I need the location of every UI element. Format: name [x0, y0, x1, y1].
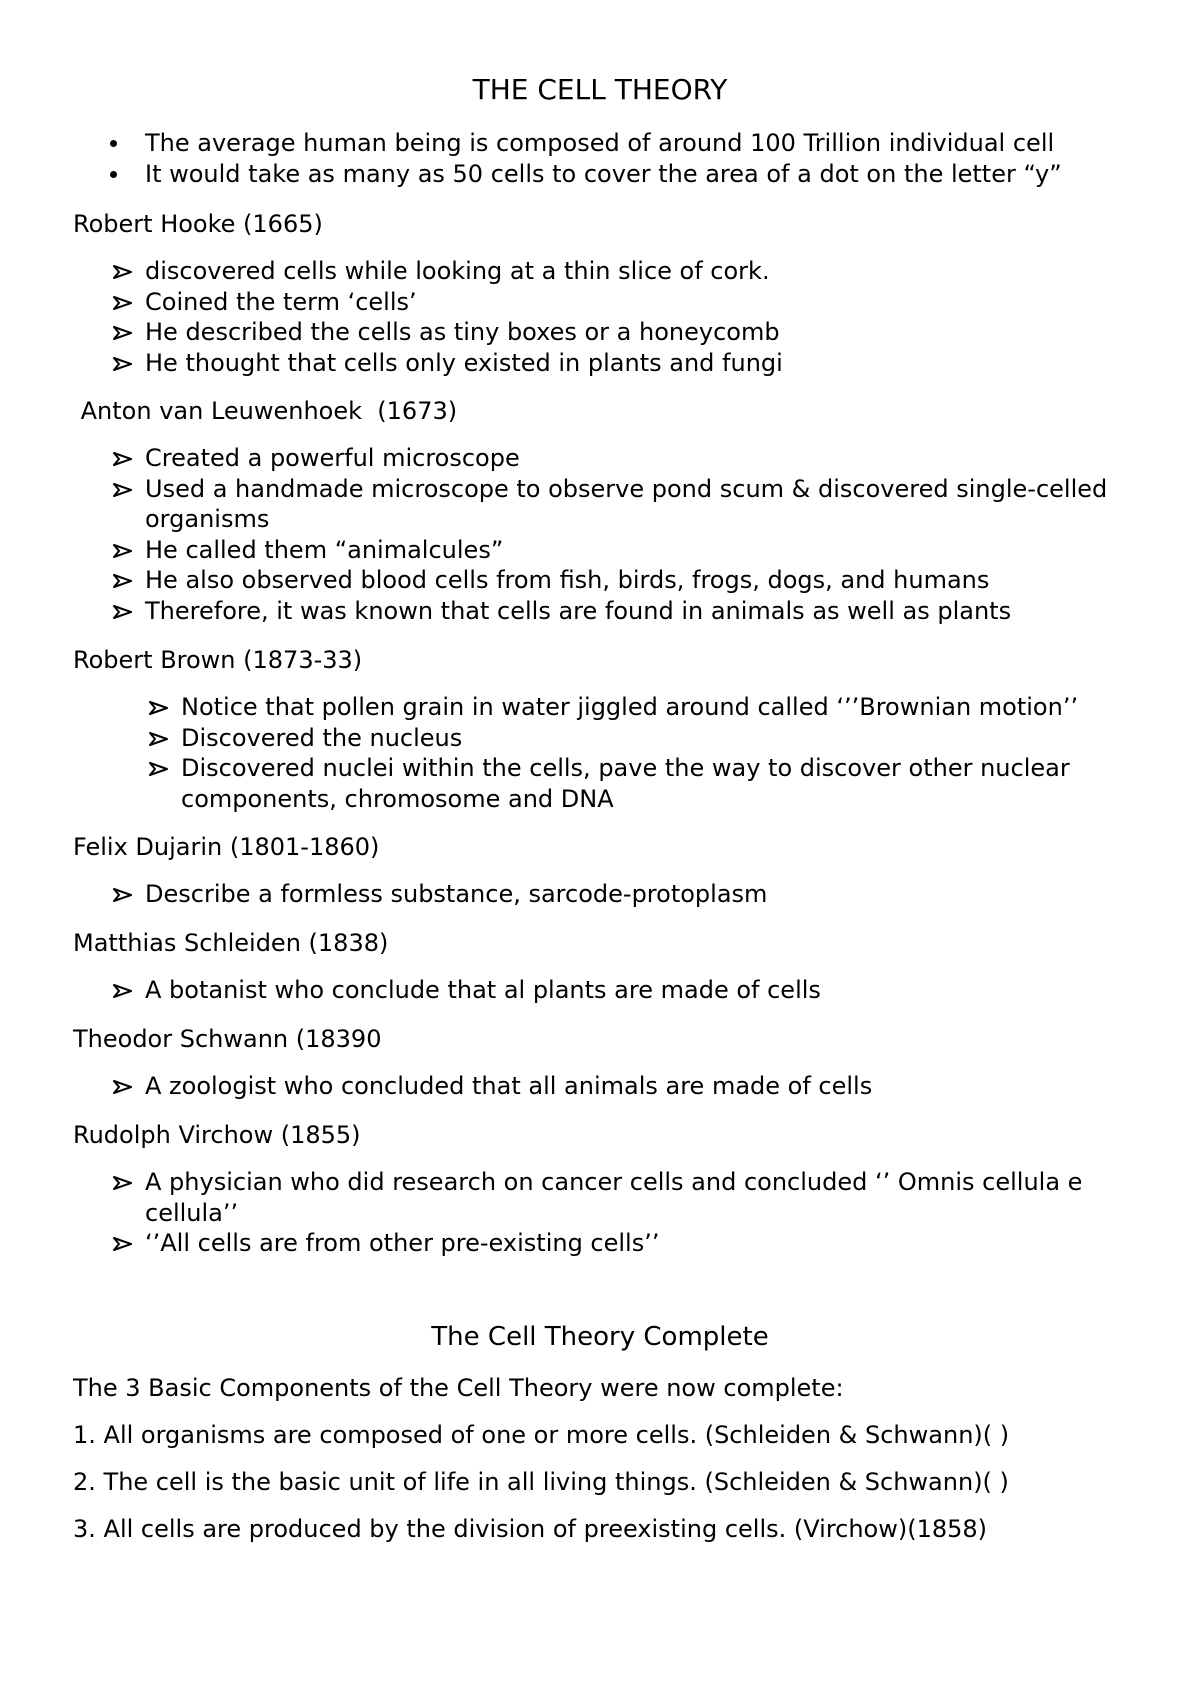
arrow-bullet-icon — [113, 1176, 133, 1190]
list-item — [73, 535, 1133, 566]
list-item — [109, 723, 1133, 754]
complete-point-3: 3. All cells are produced by the division of preexisting cells. (Virchow)(1858) — [73, 1515, 988, 1543]
list-item-text: A botanist who conclude that al plants are made of cells — [145, 976, 821, 1004]
list-item-text: It would take as many as 50 cells to cover the area of a dot on the letter “y” — [145, 159, 1062, 188]
section-list-schwann — [73, 1071, 1133, 1102]
arrow-bullet-icon — [149, 762, 169, 776]
arrow-bullet-icon — [149, 732, 169, 746]
bullet-icon — [110, 171, 117, 178]
list-item-text: discovered cells while looking at a thin slice of cork. — [145, 257, 770, 285]
list-item — [73, 256, 1133, 287]
list-item — [73, 159, 1133, 190]
section-list-virchow — [73, 1167, 1133, 1259]
list-item — [73, 975, 1133, 1006]
section-list-leuwenhoek — [73, 443, 1133, 626]
list-item-text: Coined the term ‘cells’ — [145, 287, 417, 316]
document-title: THE CELL THEORY — [472, 73, 728, 106]
complete-intro-text: The 3 Basic Components of the Cell Theory were now complete: — [73, 1374, 844, 1402]
list-item-text: A physician who did research on cancer cells and concluded ‘’ Omnis cellula e cellula’’ — [145, 1168, 1083, 1227]
section-list-schleiden — [73, 975, 1133, 1006]
list-item — [73, 1167, 1133, 1228]
list-item-text: He also observed blood cells from fish, birds, frogs, dogs, and humans — [145, 566, 990, 594]
list-item — [73, 128, 1133, 159]
complete-point-2: 2. The cell is the basic unit of life in all living things. (Schleiden & Schwann)( ) — [73, 1468, 1009, 1496]
list-item — [73, 443, 1133, 474]
list-item-text: Describe a formless substance, sarcode-protoplasm — [145, 880, 768, 908]
section-heading-hooke: Robert Hooke (1665) — [73, 210, 323, 238]
list-item-text: Discovered nuclei within the cells, pave the way to discover other nuclear components, chromosome and DNA — [181, 754, 1070, 813]
arrow-bullet-icon — [113, 1237, 133, 1251]
list-item-text: He thought that cells only existed in plants and fungi — [145, 348, 783, 377]
list-item — [73, 287, 1133, 318]
list-item-text: Created a powerful microscope — [145, 444, 520, 472]
section-heading-dujarin: Felix Dujarin (1801-1860) — [73, 833, 380, 861]
list-item-text: A zoologist who concluded that all animals are made of cells — [145, 1072, 873, 1100]
section-subtitle-complete: The Cell Theory Complete — [431, 1322, 769, 1352]
arrow-bullet-icon — [113, 1080, 133, 1094]
bullet-icon — [110, 140, 117, 147]
arrow-bullet-icon — [113, 888, 133, 902]
list-item-text: He described the cells as tiny boxes or a honeycomb — [145, 318, 780, 346]
list-item — [109, 692, 1133, 723]
list-item — [73, 565, 1133, 596]
arrow-bullet-icon — [113, 574, 133, 588]
list-item — [73, 1228, 1133, 1259]
list-item — [73, 1071, 1133, 1102]
arrow-bullet-icon — [113, 544, 133, 558]
list-item — [73, 317, 1133, 348]
arrow-bullet-icon — [113, 452, 133, 466]
list-item-text: He called them “animalcules” — [145, 535, 504, 564]
section-heading-schleiden: Matthias Schleiden (1838) — [73, 929, 389, 957]
arrow-bullet-icon — [113, 357, 133, 371]
list-item — [109, 753, 1133, 814]
arrow-bullet-icon — [113, 483, 133, 497]
list-item-text: ‘’All cells are from other pre-existing cells’’ — [145, 1229, 660, 1257]
intro-bullet-list — [73, 128, 1133, 189]
list-item-text: Therefore, it was known that cells are found in animals as well as plants — [145, 596, 1012, 625]
list-item-text: Notice that pollen grain in water jiggled around called ‘’’Brownian motion’’ — [181, 693, 1079, 721]
list-item-text: Discovered the nucleus — [181, 723, 463, 752]
arrow-bullet-icon — [113, 984, 133, 998]
arrow-bullet-icon — [113, 326, 133, 340]
section-list-hooke — [73, 256, 1133, 378]
section-heading-virchow: Rudolph Virchow (1855) — [73, 1121, 361, 1149]
arrow-bullet-icon — [113, 265, 133, 279]
list-item — [73, 348, 1133, 379]
arrow-bullet-icon — [113, 296, 133, 310]
list-item — [73, 596, 1133, 627]
complete-point-1: 1. All organisms are composed of one or more cells. (Schleiden & Schwann)( ) — [73, 1421, 1010, 1449]
section-heading-leuwenhoek: Anton van Leuwenhoek (1673) — [73, 397, 458, 425]
arrow-bullet-icon — [113, 605, 133, 619]
section-list-brown — [109, 692, 1133, 814]
list-item-text: The average human being is composed of around 100 Trillion individual cell — [145, 129, 1055, 157]
section-heading-brown: Robert Brown (1873-33) — [73, 646, 363, 674]
list-item — [73, 474, 1133, 535]
section-list-dujarin — [73, 879, 1133, 910]
section-heading-schwann: Theodor Schwann (18390 — [73, 1025, 382, 1053]
list-item-text: Used a handmade microscope to observe pond scum & discovered single-celled organisms — [145, 474, 1108, 533]
list-item — [73, 879, 1133, 910]
arrow-bullet-icon — [149, 701, 169, 715]
